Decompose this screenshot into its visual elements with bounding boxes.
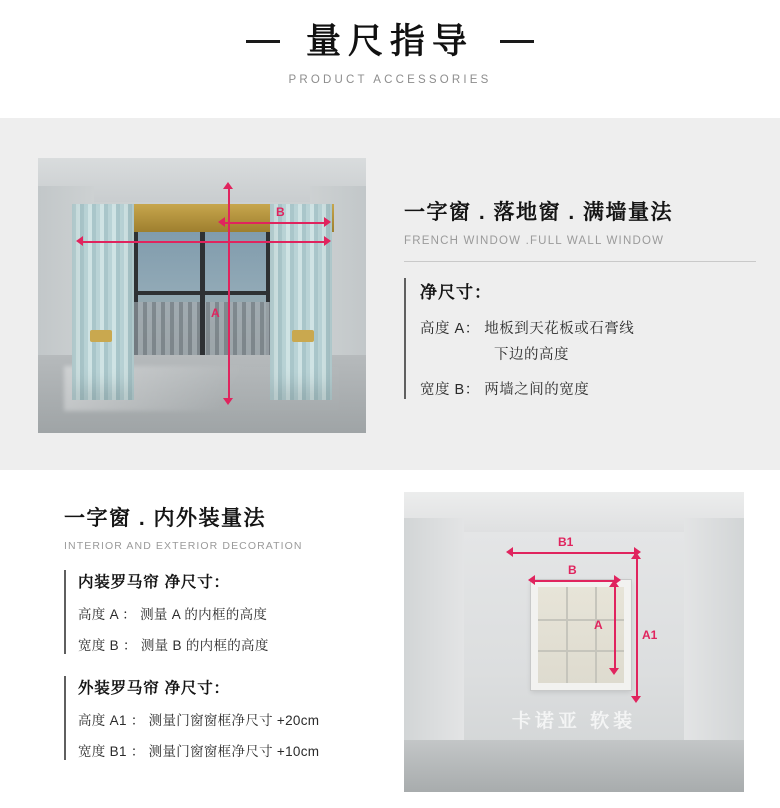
window-grid-v2 [595,587,597,683]
measure-line-width-b [224,222,326,224]
group-exterior-row-height: 高度 A1 ： 测量门窗窗框净尺寸 +20cm [78,713,320,728]
photo-french-window [38,158,366,433]
measure-label-a1: A1 [642,628,658,642]
window-mullion-horizontal [134,291,270,295]
page-title: 量尺指导 [305,22,474,61]
curtain-left [72,204,134,400]
section1-spec-block [404,278,760,399]
section2-heading-cn: 一字窗 . 内外装量法 [64,507,267,530]
page-header [0,0,780,118]
section2-heading-en: INTERIOR AND EXTERIOR DECORATION [64,540,303,552]
measure-arrow-b1-left [506,547,513,557]
curtain-tieback-right [292,330,314,342]
floor-2 [404,740,744,792]
measure-arrow-a-bottom-2 [609,668,619,675]
section1-divider [404,261,756,262]
section1-spec-row-height: 高度 A： 地板到天花板或石膏线 [420,321,635,337]
measure-arrow-a1-bottom [631,696,641,703]
section1-spec-row-height-cont: 下边的高度 [494,347,569,363]
measure-arrow-a-top-2 [609,580,619,587]
measure-line-width-full [82,241,326,243]
section-interior-exterior [0,480,780,808]
wall-right-2 [684,518,744,750]
wall-left-2 [404,518,464,750]
section1-spec-row-width: 宽度 B： 两墙之间的宽度 [420,382,590,398]
measure-arrow-a-top [223,182,233,189]
section1-text [404,196,760,399]
measure-arrow-a-bottom [223,398,233,405]
measure-label-a: A [211,306,220,320]
measure-label-a-2: A [594,618,603,632]
section2-group-interior [64,570,404,654]
measure-line-a-2 [614,586,616,670]
section-french-window [0,118,780,470]
measure-line-b [534,580,616,582]
measure-arrow-b-left [218,217,225,227]
dash-right-icon [500,40,534,43]
room-illustration-1 [38,158,366,433]
measure-label-b: B [276,205,285,219]
group-interior-title: 内装罗马帘 净尺寸： [78,574,230,591]
measure-label-b-2: B [568,563,577,577]
window-grid-v1 [566,587,568,683]
group-interior-row-height: 高度 A ： 测量 A 的内框的高度 [78,607,268,622]
measure-line-a1 [636,558,638,698]
window-grid-h2 [538,650,624,652]
section1-heading-en: FRENCH WINDOW .FULL WALL WINDOW [404,235,665,247]
measure-arrow-full-right [324,236,331,246]
title-row [246,24,534,59]
group-exterior-title: 外装罗马帘 净尺寸： [78,680,230,697]
measure-arrow-b-left-2 [528,575,535,585]
group-exterior-row-width: 宽度 B1 ： 测量门窗窗框净尺寸 +10cm [78,744,320,759]
measure-line-b1 [512,552,636,554]
photo-interior-exterior [404,492,744,792]
measure-label-b1: B1 [558,535,574,549]
measure-arrow-b-right [324,217,331,227]
section1-spec-title: 净尺寸： [420,283,492,302]
dash-left-icon [246,40,280,43]
room-illustration-2 [404,492,744,792]
measure-arrow-full-left [76,236,83,246]
watermark: 卡诺亚 软装 [511,711,637,732]
curtain-tieback-left [90,330,112,342]
curtain-right [270,204,332,400]
section1-heading-cn: 一字窗 . 落地窗 . 满墙量法 [404,201,674,224]
window-grid-h1 [538,619,624,621]
group-interior-row-width: 宽度 B ： 测量 B 的内框的高度 [78,638,269,653]
section2-group-exterior [64,676,404,760]
measure-line-height-a [228,188,230,400]
section2-text [64,502,404,760]
measure-arrow-a1-top [631,552,641,559]
page-subtitle: PRODUCT ACCESSORIES [288,74,492,86]
